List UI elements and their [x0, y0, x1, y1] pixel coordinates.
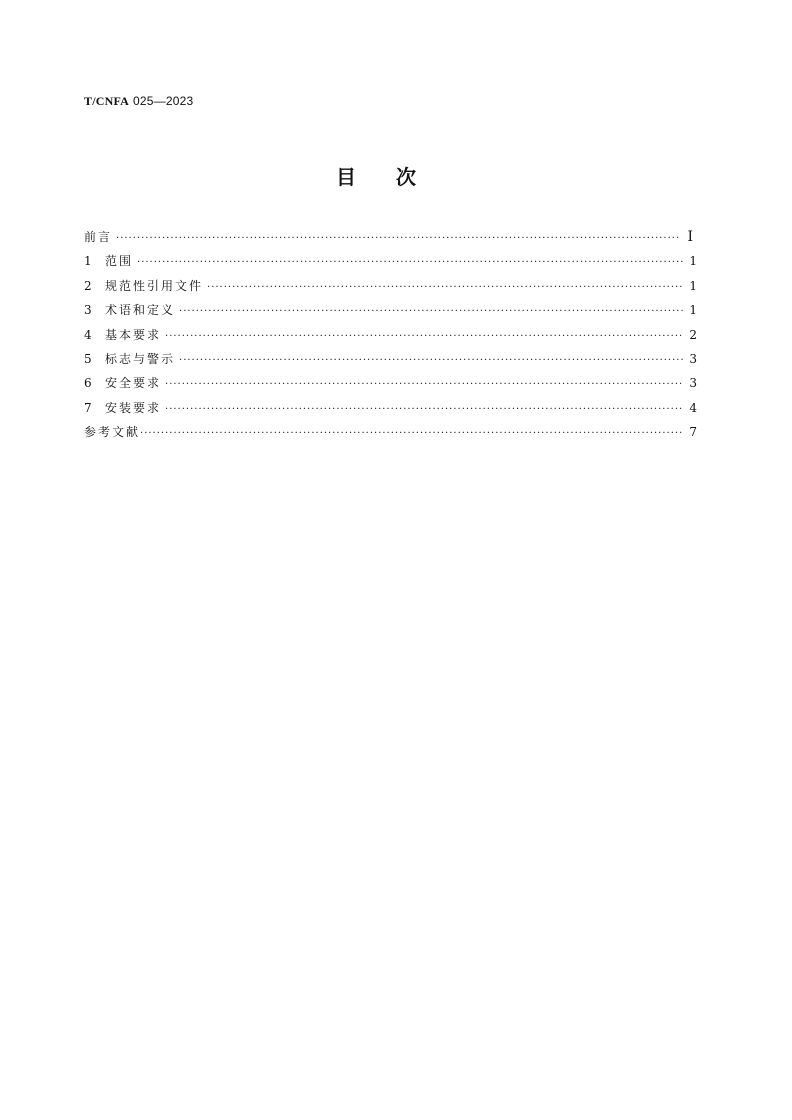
toc-entry-page: 1: [689, 303, 697, 318]
toc-entry-label: 前言: [84, 230, 113, 244]
toc-entry-page: 7: [689, 425, 697, 440]
toc-entry-safety-requirements[interactable]: [84, 373, 697, 397]
toc-entry-bibliography[interactable]: [84, 422, 697, 446]
standard-code: [84, 94, 193, 109]
toc-entry-label: 安全要求: [105, 376, 162, 391]
toc-entry-foreword[interactable]: [84, 227, 697, 251]
toc-leader-dots: [140, 424, 683, 444]
toc-leader-dots: [179, 302, 683, 322]
toc-entry-page: 1: [689, 278, 697, 293]
toc-entry-label: 安装要求: [105, 400, 162, 415]
toc-leader-dots: [116, 229, 679, 249]
standard-number: 025—2023: [133, 94, 194, 108]
toc-leader-dots: [137, 253, 683, 273]
standard-prefix: T/CNFA: [84, 94, 129, 108]
title-char-1: 目: [336, 165, 396, 189]
toc-entry-terms-definitions[interactable]: [84, 300, 697, 324]
toc-entry-label: 规范性引用文件: [105, 278, 204, 293]
toc-entry-page: Ⅰ: [687, 229, 693, 245]
toc-leader-dots: [165, 375, 683, 395]
toc-entry-label: 术语和定义: [105, 303, 176, 318]
toc-entry-number: 3: [84, 303, 92, 318]
toc-leader-dots: [179, 351, 683, 371]
title-char-2: 次: [396, 165, 456, 189]
toc-entry-normative-references[interactable]: [84, 276, 697, 300]
toc-entry-page: 2: [689, 327, 697, 342]
toc-entry-scope[interactable]: [84, 251, 697, 275]
toc-entry-label: 基本要求: [105, 327, 162, 342]
toc-entry-page: 3: [689, 351, 697, 366]
toc-leader-dots: [207, 278, 683, 298]
toc-entry-number: 7: [84, 400, 92, 415]
toc-entry-label: 标志与警示: [105, 351, 176, 366]
toc-leader-dots: [165, 327, 683, 347]
toc-leader-dots: [165, 400, 683, 420]
toc-entry-number: 5: [84, 351, 92, 366]
toc-entry-page: 1: [689, 254, 697, 269]
toc-entry-number: 4: [84, 327, 92, 342]
toc-entry-number: 6: [84, 376, 92, 391]
table-of-contents: [84, 227, 697, 447]
toc-entry-number: 1: [84, 254, 92, 269]
toc-entry-label: 参考文献: [84, 425, 141, 440]
toc-entry-number: 2: [84, 278, 92, 293]
toc-entry-label: 范围: [105, 254, 134, 269]
toc-entry-page: 4: [689, 400, 697, 415]
toc-entry-installation-requirements[interactable]: [84, 398, 697, 422]
toc-entry-page: 3: [689, 376, 697, 391]
page-title: [0, 161, 792, 190]
toc-entry-signs-warnings[interactable]: [84, 349, 697, 373]
toc-entry-basic-requirements[interactable]: [84, 325, 697, 349]
